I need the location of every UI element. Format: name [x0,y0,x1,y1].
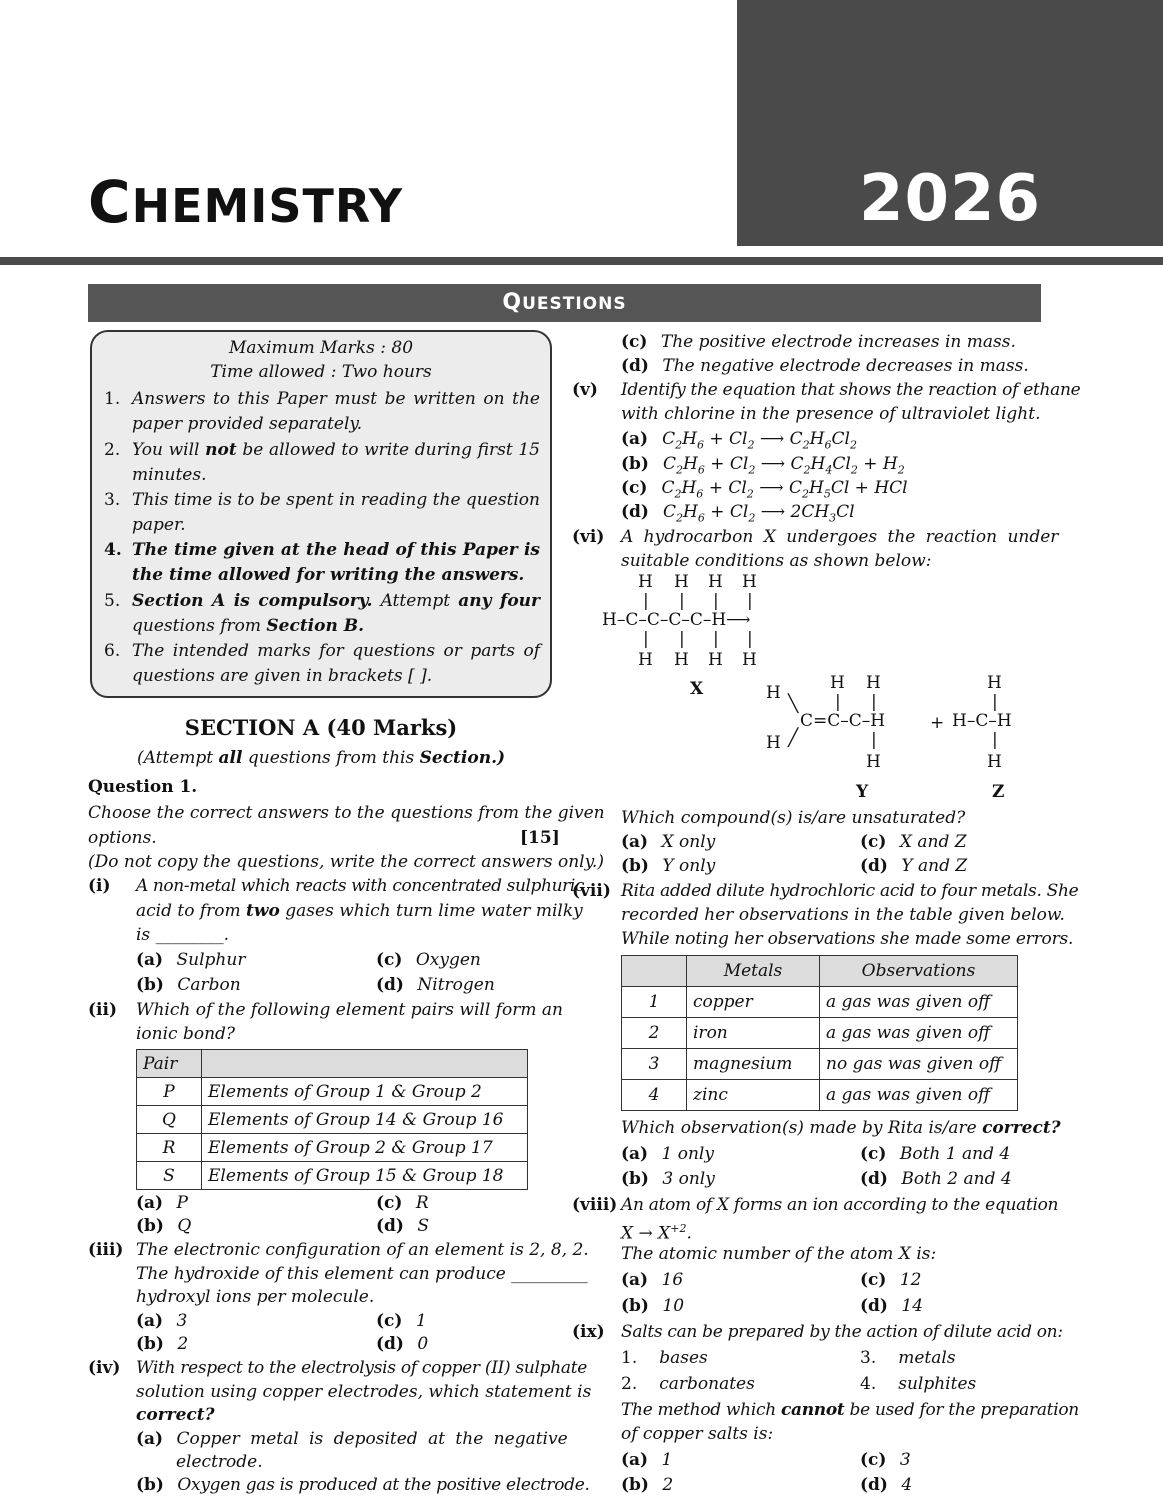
item-key: 4. [860,1374,877,1394]
option-value: 1 [661,1450,673,1470]
text-part: Which observation(s) made by Rita is/are [621,1118,983,1138]
table-cell: 3 [622,1049,687,1080]
option [860,854,967,878]
item-value: carbonates [659,1374,755,1394]
option-value: P [176,1193,188,1213]
option [860,830,967,854]
item-key: 3. [860,1348,877,1368]
option-key: (d) [860,856,888,876]
option-value: 4 [901,1475,913,1495]
instruction-num: 5. [104,591,121,611]
text-bold: correct? [982,1118,1061,1138]
option-key: (b) [621,454,649,474]
equation: $C_2H_6 + Cl_2$ ⟶ $C_2H_6Cl_2$ [662,429,857,452]
max-marks: Maximum Marks : 80 [228,338,414,358]
instruction-item [104,589,540,639]
option-value: Sulphur [176,950,246,970]
option [621,354,1029,378]
option-key: (c) [860,1144,887,1164]
question-number: (iv) [88,1358,121,1378]
instruction-num: 4. [104,540,122,560]
option [621,1448,672,1472]
question-text: suitable conditions as shown below: [621,551,932,571]
option-key: (d) [376,1216,404,1236]
table-cell: copper [687,987,820,1018]
table-row [622,1049,1018,1080]
question-text: correct? [136,1405,215,1425]
option-value: Nitrogen [417,975,495,995]
instruction-item [104,639,540,689]
option [621,1473,673,1497]
option-key: (d) [376,975,404,995]
question-text: Which compound(s) is/are unsaturated? [621,808,966,828]
table-row [622,1018,1018,1049]
option [136,1473,590,1497]
option-value: S [417,1216,430,1236]
option-value: The negative electrode decreases in mass. [662,356,1029,376]
question-text: recorded her observations in the table given below. [621,905,1065,925]
question-text: solution using copper electrodes, which statement is [136,1382,592,1402]
question-text: Identify the equation that shows the reaction of ethane [621,380,1081,400]
option-key: (b) [136,1216,164,1236]
option-value: Y and Z [901,856,968,876]
instruction-text-part: questions from [132,616,267,636]
instruction-text-part: You will [132,440,206,460]
option-key: (a) [621,429,649,449]
equation: $C_2H_6 + Cl_2$ ⟶ $C_2H_5Cl$ + HCl [661,478,908,501]
option-value: 3 [176,1311,188,1331]
option [136,973,241,997]
instruction-item [104,438,540,488]
instruction-item [104,538,540,588]
option-key: (c) [621,478,648,498]
question-text: The hydroxide of this element can produce _________ [136,1264,588,1284]
text-part: be used for the preparation [844,1400,1079,1420]
question-intro: Choose the correct answers to the questions from the given [88,803,605,823]
option-key: (a) [136,950,164,970]
option-value: Y only [662,856,716,876]
question-number: (i) [88,876,111,896]
option-key: (b) [136,975,164,995]
table-cell: Q [137,1106,202,1134]
option-key: (a) [136,1193,164,1213]
question-number: (viii) [572,1195,618,1215]
option-key: (a) [621,1270,649,1290]
list-item [860,1346,956,1370]
questions-band [88,284,1041,322]
option-value: Copper metal is deposited at the negative [176,1429,568,1449]
option-value: Both 2 and 4 [901,1169,1012,1189]
instruction-text-part: be allowed to write during first 15 minutes. [132,440,540,485]
option-key: (c) [621,332,648,352]
equation: $C_2H_6 + Cl_2$ ⟶ $C_2H_4Cl_2 + H_2$ [662,454,905,477]
question-text: Salts can be prepared by the action of dilute acid on: [621,1322,1063,1342]
option-value: Carbon [177,975,241,995]
instruction-text-part: Attempt [372,591,459,611]
option-key: (d) [621,356,649,376]
option [376,948,481,972]
pairs-table [136,1049,528,1190]
band-rest: UESTIONS [522,294,627,314]
label-z: Z [992,782,1005,802]
option-key: (d) [376,1334,404,1354]
option [136,1191,188,1215]
option [860,1294,923,1318]
option-value: X only [661,832,716,852]
table-cell: Elements of Group 15 & Group 18 [202,1162,528,1190]
question-text: of copper salts is: [621,1424,774,1444]
question-text: Rita added dilute hydrochloric acid to four metals. She [621,881,1079,901]
option-value: Oxygen [415,950,481,970]
option-key: (a) [136,1429,164,1449]
option [621,1268,683,1292]
option [860,1268,922,1292]
section-a-title: SECTION A (40 Marks) [184,715,458,740]
arrow: ⟶ [760,454,786,474]
option-key: (a) [621,1144,649,1164]
table-cell: 4 [622,1080,687,1111]
section-a-note [88,746,554,770]
question-text: While noting her observations she made some errors. [621,929,1074,949]
instructions-box [90,330,552,698]
question-text [621,1398,1079,1422]
table-cell: a gas was given off [820,1080,1018,1111]
table-cell: R [137,1134,202,1162]
option-key: (d) [621,502,649,522]
instruction-text: Answers to this Paper must be written on the paper provided separately. [132,389,540,434]
text-part: acid to from [136,901,247,921]
option-value: 1 only [661,1144,714,1164]
header-rule [0,257,1163,265]
arrow: ⟶ [759,429,785,449]
option-value: 10 [662,1296,685,1316]
instruction-text-bold: any four [458,591,540,611]
question-intro: (Do not copy the questions, write the correct answers only.) [88,852,604,872]
option-value: 0 [417,1334,429,1354]
question-number: (vii) [572,881,611,901]
text-bold: two [246,901,280,921]
option [136,948,245,972]
option-key: (c) [376,1311,403,1331]
option [860,1448,911,1472]
option-value: 3 only [662,1169,715,1189]
question-number: (ix) [572,1322,605,1342]
question-number: (vi) [572,527,605,547]
table-row [137,1134,528,1162]
question-text: A hydrocarbon X undergoes the reaction under [621,527,1059,547]
list-item [860,1372,976,1396]
option-value: R [415,1193,429,1213]
option-value: electrode. [176,1452,263,1472]
label-y: Y [856,782,869,802]
year-title: 2026 [858,162,1042,236]
question-text [621,1116,1061,1140]
table-cell: 1 [622,987,687,1018]
question-text: An atom of X forms an ion according to the equation [621,1195,1059,1215]
table-cell: Elements of Group 2 & Group 17 [202,1134,528,1162]
item-value: metals [898,1348,956,1368]
table-cell: 2 [622,1018,687,1049]
option-key: (d) [860,1169,888,1189]
table-row [137,1106,528,1134]
question-number: (ii) [88,1000,118,1020]
option-key: (c) [376,950,403,970]
question-text: The electronic configuration of an element is 2, 8, 2. [136,1240,589,1260]
arrow: ⟶ [759,478,784,498]
question-number: (iii) [88,1240,124,1260]
option-value: The positive electrode increases in mass. [660,332,1016,352]
option [621,854,715,878]
table-cell: iron [687,1018,820,1049]
option-value: Q [177,1216,192,1236]
table-header: Pair [137,1050,202,1078]
option-key: (b) [136,1334,164,1354]
option [621,330,1016,354]
table-cell: a gas was given off [820,1018,1018,1049]
question-intro: options. [88,828,157,848]
plus-sign: + [930,713,945,733]
option [621,1294,684,1318]
option [376,1332,428,1356]
table-cell: a gas was given off [820,987,1018,1018]
option-key: (d) [860,1475,888,1495]
option-value: Both 1 and 4 [899,1144,1011,1164]
question-text: hydroxyl ions per molecule. [136,1287,375,1307]
text-part: The method which [621,1400,781,1420]
instruction-num: 2. [104,440,121,460]
table-row [137,1078,528,1106]
option-key: (b) [621,1169,649,1189]
band-first-letter: Q [502,290,523,315]
table-header-blank [202,1050,528,1078]
instruction-text: The time given at the head of this Paper is the time allowed for writing the answers. [132,540,540,585]
option-value: 12 [899,1270,922,1290]
table-cell: Elements of Group 14 & Group 16 [202,1106,528,1134]
instruction-text [132,589,540,639]
instruction-text [132,438,540,488]
option-key: (b) [136,1475,164,1495]
option-key: (a) [621,1450,649,1470]
question-text: Which of the following element pairs will form an [136,1000,563,1020]
instruction-num: 3. [104,490,121,510]
option-key: (d) [860,1296,888,1316]
option [136,1427,568,1451]
question-marks: [15] [520,828,560,848]
observations-table [621,955,1018,1111]
option-key: (b) [621,1296,649,1316]
option-value: 3 [899,1450,911,1470]
option-value: X and Z [899,832,967,852]
table-header: Observations [820,956,1018,987]
table-row [622,956,1018,987]
option [621,830,715,854]
question-text: The atomic number of the atom X is: [621,1244,937,1264]
item-value: bases [659,1348,708,1368]
option [376,973,495,997]
option [860,1473,912,1497]
option [376,1191,429,1215]
instruction-item [104,488,540,538]
table-row [137,1050,528,1078]
item-key: 2. [621,1374,638,1394]
option-value: 14 [901,1296,924,1316]
option-value: 1 [415,1311,427,1331]
instruction-text: This time is to be spent in reading the question paper. [132,490,540,535]
list-item [621,1372,755,1396]
table-cell: magnesium [687,1049,820,1080]
instruction-item [104,387,540,437]
option-key: (c) [860,832,887,852]
question-text: is ________. [136,925,229,945]
text-bold: cannot [780,1400,845,1420]
item-value: sulphites [898,1374,977,1394]
subject-first-letter: C [88,168,132,236]
note-part: questions from this [242,748,420,768]
option [136,1214,191,1238]
option [621,1142,714,1166]
table-cell: zinc [687,1080,820,1111]
list-item [621,1346,708,1370]
question-title: Question 1. [88,777,198,797]
table-header-blank [622,956,687,987]
option-value: 2 [177,1334,189,1354]
text-part: gases which turn lime water milky [279,901,583,921]
instruction-num: 1. [104,389,121,409]
option [376,1309,427,1333]
option [136,1309,187,1333]
option [860,1167,1012,1191]
subject-title [88,168,403,236]
option-value: 16 [661,1270,684,1290]
note-part: (Attempt [136,748,219,768]
table-row [622,1080,1018,1111]
table-cell: Elements of Group 1 & Group 2 [202,1078,528,1106]
question-number: (v) [572,380,598,400]
instruction-num: 6. [104,641,121,661]
option [860,1142,1010,1166]
table-header: Metals [687,956,820,987]
ion-equation: $X \to X^{+2}$. [621,1222,692,1244]
option-key: (c) [860,1450,887,1470]
item-key: 1. [621,1348,638,1368]
option-key: (a) [621,832,649,852]
label-x: X [690,679,704,699]
equation: $C_2H_6 + Cl_2$ ⟶ $2CH_3Cl$ [662,502,855,525]
option [376,1214,429,1238]
option-key: (b) [621,856,649,876]
option-key: (c) [376,1193,403,1213]
option [621,1167,715,1191]
option-value: Oxygen gas is produced at the positive electrode. [177,1475,590,1495]
table-cell: no gas was given off [820,1049,1018,1080]
instruction-text-bold: Section B. [266,616,365,636]
table-row [137,1162,528,1190]
time-allowed: Time allowed : Two hours [210,362,432,382]
question-text: ionic bond? [136,1024,236,1044]
question-text [136,899,583,923]
option-key: (b) [621,1475,649,1495]
note-bold: Section.) [419,748,506,768]
table-cell: P [137,1078,202,1106]
instruction-text-bold: not [205,440,237,460]
instruction-text: The intended marks for questions or parts of questions are given in brackets [ ]. [132,641,540,686]
note-bold: all [218,748,243,768]
arrow: ⟶ [760,502,786,522]
option-value: 2 [662,1475,674,1495]
question-text: With respect to the electrolysis of copper (II) sulphate [136,1358,588,1378]
question-text: with chlorine in the presence of ultraviolet light. [621,404,1041,424]
option [136,1332,188,1356]
subject-rest: HEMISTRY [131,179,404,233]
option-key: (a) [136,1311,164,1331]
question-text: A non-metal which reacts with concentrated sulphuric [136,876,585,896]
option-key: (c) [860,1270,887,1290]
table-cell: S [137,1162,202,1190]
instruction-text-bold: Section A is compulsory. [132,591,373,611]
table-row [622,987,1018,1018]
